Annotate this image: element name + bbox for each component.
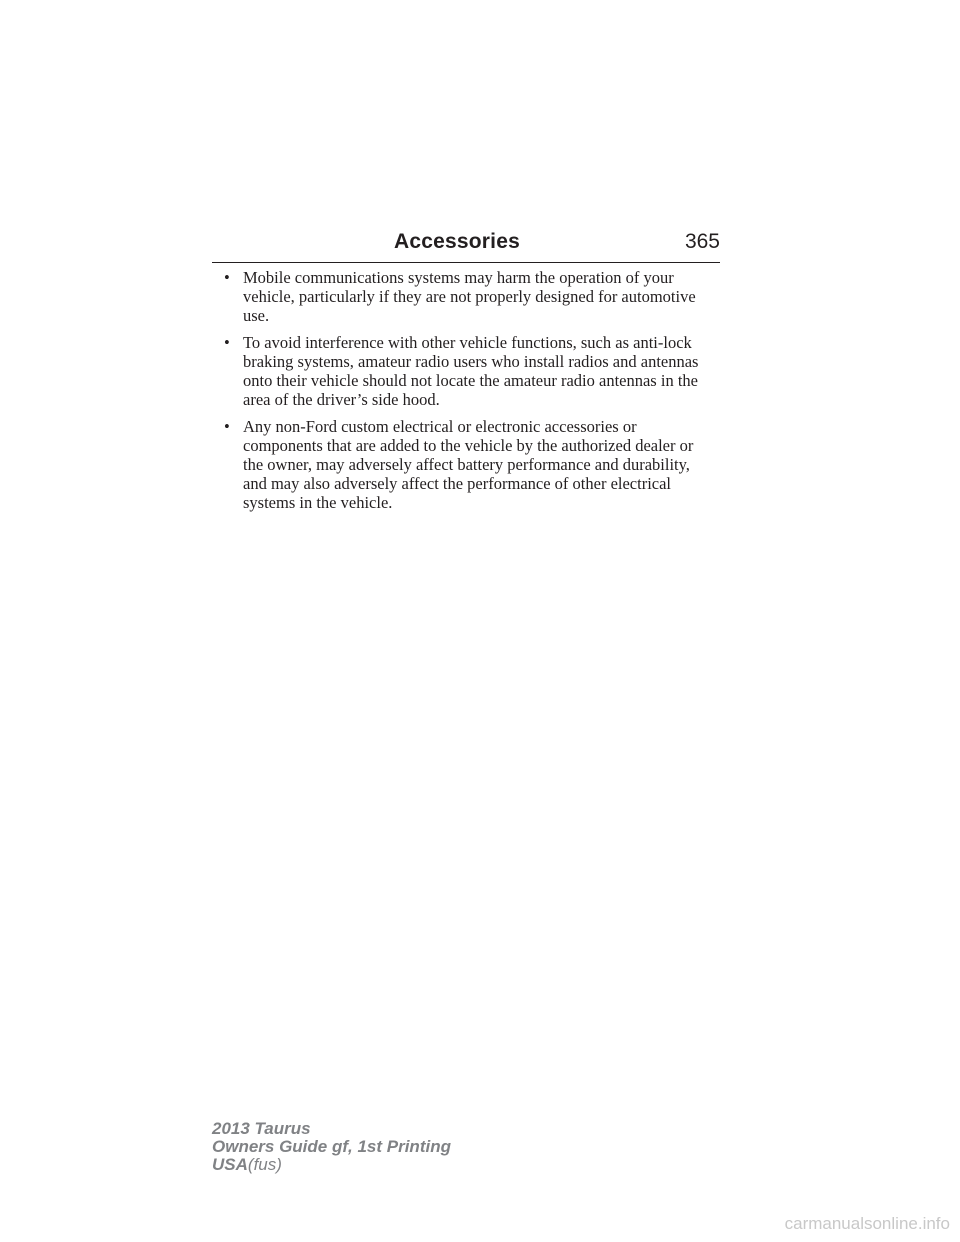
text-line: area of the driver’s side hood. <box>243 390 440 409</box>
text-line: systems in the vehicle. <box>243 493 393 512</box>
document-footer <box>212 1120 451 1174</box>
footer-edition: Owners Guide gf, 1st Printing <box>212 1137 451 1156</box>
bullet-marker: • <box>224 268 230 287</box>
list-item <box>224 333 724 409</box>
text-line: onto their vehicle should not locate the amateur radio antennas in the <box>243 371 698 390</box>
text-line: use. <box>243 306 270 325</box>
footer-market <box>212 1156 451 1174</box>
bullet-marker: • <box>224 417 230 436</box>
text-line: vehicle, particularly if they are not properly designed for automotive <box>243 287 696 306</box>
footer-country: USA <box>212 1155 248 1174</box>
text-line: components that are added to the vehicle by the authorized dealer or <box>243 436 694 455</box>
text-line: Any non-Ford custom electrical or electronic accessories or <box>243 417 637 436</box>
page-header <box>212 226 720 263</box>
footer-model: 2013 Taurus <box>212 1119 311 1138</box>
text-line: To avoid interference with other vehicle functions, such as anti-lock <box>243 333 692 352</box>
footer-code: (fus) <box>247 1155 282 1174</box>
page-number: 365 <box>684 230 720 253</box>
bullet-marker: • <box>224 333 230 352</box>
watermark: carmanualsonline.info <box>784 1214 950 1233</box>
page-title: Accessories <box>394 230 520 253</box>
text-line: the owner, may adversely affect battery performance and durability, <box>243 455 690 474</box>
text-line: Mobile communications systems may harm the operation of your <box>243 268 674 287</box>
bullet-list <box>224 268 724 520</box>
list-item <box>224 268 724 325</box>
text-line: braking systems, amateur radio users who install radios and antennas <box>243 352 699 371</box>
list-item <box>224 417 724 512</box>
text-line: and may also adversely affect the performance of other electrical <box>243 474 672 493</box>
